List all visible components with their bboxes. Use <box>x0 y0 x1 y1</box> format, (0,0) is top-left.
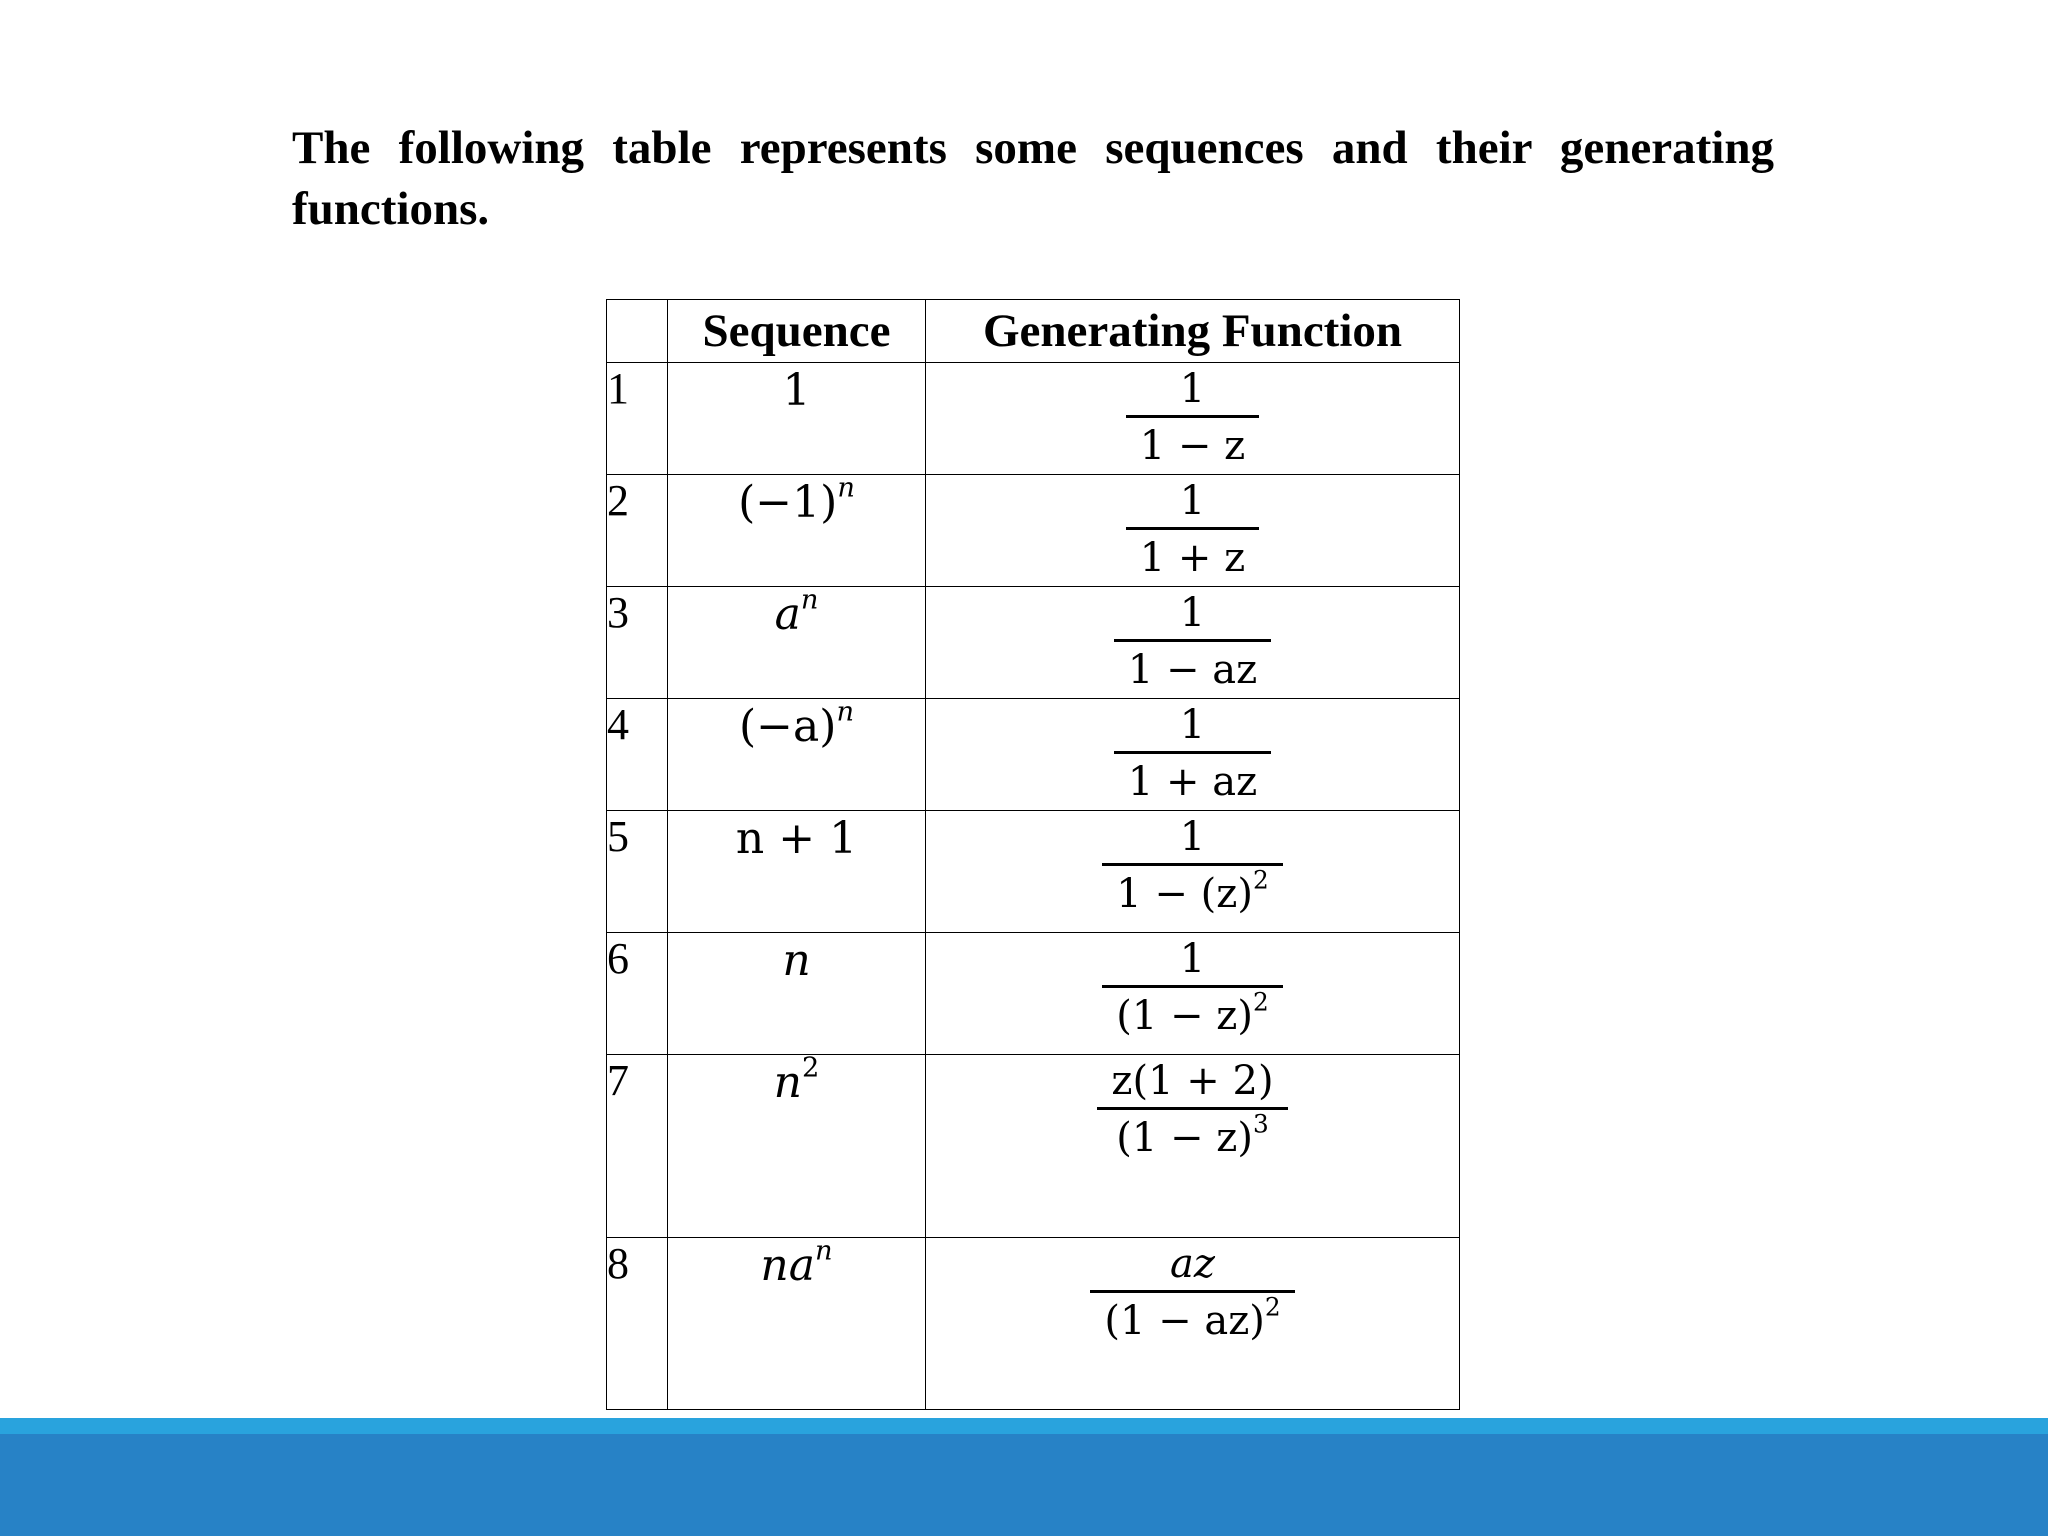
header-index <box>607 300 668 363</box>
row-index: 6 <box>607 933 668 1055</box>
denominator-exponent: 2 <box>1252 865 1269 895</box>
row-index: 7 <box>607 1055 668 1238</box>
table-row <box>607 811 1460 933</box>
sequence-base: (−1) <box>738 477 838 528</box>
generating-function-cell <box>926 699 1460 811</box>
denominator-base: (1 − z) <box>1116 1115 1253 1161</box>
fraction <box>1126 475 1259 586</box>
denominator-exponent: 2 <box>1252 987 1269 1017</box>
denominator-base: 1 − z <box>1139 423 1246 469</box>
fraction-denominator <box>1126 418 1259 474</box>
sequence-base: n <box>782 935 811 986</box>
fraction-numerator: az <box>1170 1241 1215 1287</box>
table-row <box>607 699 1460 811</box>
table-row <box>607 1238 1460 1410</box>
fraction-denominator <box>1097 1110 1287 1166</box>
denominator-base: 1 − (z) <box>1116 871 1253 917</box>
row-index: 2 <box>607 475 668 587</box>
fraction <box>1090 1238 1294 1349</box>
fraction-numerator: 1 <box>1179 814 1206 860</box>
sequence-base: 1 <box>782 365 811 416</box>
intro-paragraph: The following table represents some sequences and their generating functions. <box>292 122 1774 235</box>
sequence-cell <box>668 584 926 699</box>
denominator-base: (1 − z) <box>1116 993 1253 1039</box>
fraction-denominator <box>1126 530 1259 586</box>
sequence-exponent: n <box>815 1235 833 1267</box>
fraction-denominator <box>1090 1293 1294 1349</box>
sequence-cell <box>668 933 926 1055</box>
generating-function-cell <box>926 811 1460 933</box>
sequence-exponent: n <box>800 584 819 616</box>
fraction-numerator: 1 <box>1179 478 1206 524</box>
fraction-denominator <box>1102 866 1282 922</box>
generating-functions-table <box>606 299 1460 1410</box>
denominator-base: 1 − az <box>1127 647 1258 693</box>
row-index: 4 <box>607 699 668 811</box>
generating-function-cell <box>926 1238 1460 1410</box>
sequence-exponent: 2 <box>801 1052 820 1084</box>
fraction-denominator <box>1114 754 1271 810</box>
sequence-base: n <box>773 1057 802 1108</box>
sequence-base: (−a) <box>739 701 837 752</box>
generating-function-cell <box>926 587 1460 699</box>
fraction <box>1097 1055 1287 1166</box>
fraction <box>1114 587 1271 698</box>
row-index: 8 <box>607 1238 668 1410</box>
fraction-numerator: z(1 + 2) <box>1111 1058 1274 1104</box>
denominator-base: 1 + az <box>1127 759 1258 805</box>
denominator-exponent: 2 <box>1264 1292 1281 1322</box>
table-row <box>607 475 1460 587</box>
sequence-cell <box>668 1052 926 1238</box>
footer-accent-strip <box>0 1418 2048 1434</box>
fraction-denominator <box>1102 988 1282 1044</box>
sequence-exponent: n <box>836 696 854 728</box>
sequence-cell <box>668 811 926 933</box>
fraction-denominator <box>1114 642 1271 698</box>
fraction <box>1126 363 1259 474</box>
sequence-base: n + 1 <box>735 813 858 864</box>
fraction <box>1102 811 1282 922</box>
generating-function-cell <box>926 475 1460 587</box>
row-index: 3 <box>607 587 668 699</box>
denominator-base: 1 + z <box>1139 535 1246 581</box>
row-index: 5 <box>607 811 668 933</box>
header-generating-function: Generating Function <box>926 300 1460 363</box>
header-sequence: Sequence <box>668 300 926 363</box>
fraction-numerator: 1 <box>1179 702 1206 748</box>
sequence-exponent: n <box>837 472 855 504</box>
table-row <box>607 363 1460 475</box>
sequence-cell <box>668 696 926 811</box>
table-row <box>607 933 1460 1055</box>
generating-function-cell <box>926 363 1460 475</box>
table-header-row <box>607 300 1460 363</box>
sequence-base: a <box>774 589 801 640</box>
generating-function-cell <box>926 1055 1460 1238</box>
row-index: 1 <box>607 363 668 475</box>
sequence-cell <box>668 363 926 475</box>
denominator-exponent: 3 <box>1252 1109 1269 1139</box>
fraction-numerator: 1 <box>1179 590 1206 636</box>
table-row <box>607 587 1460 699</box>
generating-function-cell <box>926 933 1460 1055</box>
sequence-base: na <box>760 1240 815 1291</box>
fraction-numerator: 1 <box>1179 366 1206 412</box>
denominator-base: (1 − az) <box>1104 1298 1265 1344</box>
fraction <box>1114 699 1271 810</box>
table-row <box>607 1055 1460 1238</box>
fraction <box>1102 933 1282 1044</box>
footer-band <box>0 1434 2048 1536</box>
fraction-numerator: 1 <box>1179 936 1206 982</box>
sequence-cell <box>668 472 926 587</box>
sequence-cell <box>668 1235 926 1410</box>
